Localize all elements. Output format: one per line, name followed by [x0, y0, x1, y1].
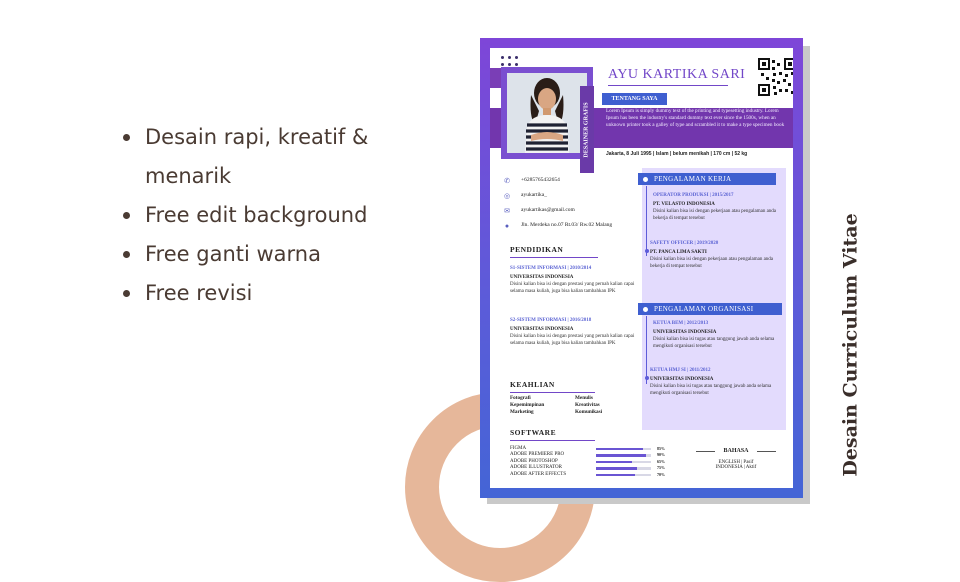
language-title: BAHASA: [688, 448, 784, 454]
software-level-fill: [596, 461, 632, 464]
feature-item: Free ganti warna: [118, 235, 378, 274]
education-title: PENDIDIKAN: [510, 245, 564, 254]
skills-list: [510, 395, 620, 415]
software-level-bar: [596, 454, 651, 457]
software-level-fill: [596, 467, 637, 470]
instagram-icon: ◎: [503, 192, 511, 200]
contact-list: [502, 177, 632, 244]
software-level-bar: [596, 467, 651, 470]
organization-experience-label: PENGALAMAN ORGANISASI: [638, 303, 782, 315]
education-section-header: [510, 245, 630, 258]
software-name: ADOBE ILLUSTRATOR: [510, 465, 562, 471]
cv-template: [480, 38, 803, 498]
software-percent: 65%: [657, 458, 665, 464]
about-text: Lorem Ipsum is simply dummy text of the printing and typesetting industry. Lorem Ipsum has been the industry's standard dummy text ever since the 1500s, when an unknown printer took a galley of type and scrambled it to make a type specimen book: [606, 108, 785, 129]
feature-list: [118, 118, 378, 313]
software-section-header: [510, 428, 590, 441]
software-name: FIGMA: [510, 446, 527, 451]
contact-item: ✉ ayukartikas@gmail.com: [502, 207, 632, 222]
work-item: OPERATOR PRODUKSI | 2015/2017 PT. VELASTO INDONESIA Disini kalian bisa isi dengan pekerjaan atau pengalaman anda bekerja di tempat tersebut: [653, 193, 777, 221]
language-item: ENGLISH | Pasif: [718, 460, 754, 465]
software-name: ADOBE PHOTOSHOP: [510, 458, 558, 464]
work-item: SAFETY OFFICER | 2019/2020 PT. PANCA LIMA SAKTI Disini kalian bisa isi dengan pekerjaan atau pengalaman anda bekerja di tempat tersebut: [650, 241, 774, 269]
mail-icon: ✉: [504, 207, 510, 215]
feature-item: Free edit background: [118, 196, 378, 235]
work-experience-label: PENGALAMAN KERJA: [638, 173, 776, 185]
qr-code-icon: [758, 58, 793, 96]
role-bar: DESAINER GRAFIS: [580, 86, 594, 173]
software-name: ADOBE AFTER EFFECTS: [510, 471, 567, 477]
software-name: ADOBE PREMIERE PRO: [510, 452, 565, 458]
org-item: KETUA BEM | 2012/2013 UNIVERSITAS INDONESIA Disini kalian bisa isi tugas atau tanggung jawab anda selama mengikuti organisasi tersebut: [653, 321, 775, 349]
org-item: KETUA HMJ SI | 2011/2012 UNIVERSITAS INDONESIA Disini kalian bisa isi tugas atau tanggung jawab anda selama mengikuti organisasi tersebut: [650, 368, 772, 396]
education-item: S2-SISTEM INFORMASI | 2016/2018 UNIVERSITAS INDONESIA Disini kalian bisa isi dengan prestasi yang pernah kalian capai selama masa kuliah, juga bisa kalian tambahkan IPK: [510, 318, 635, 346]
skill-item: Komunikasi: [575, 408, 603, 415]
software-percent: 75%: [657, 465, 665, 471]
about-label: TENTANG SAYA: [602, 93, 667, 105]
skills-title: KEAHLIAN: [510, 380, 555, 389]
skill-item: Kreativitas: [575, 401, 600, 408]
software-item: [510, 472, 670, 478]
cv-name: AYU KARTIKA SARI: [608, 67, 746, 82]
contact-item: ◎ ayukartika_: [503, 192, 547, 200]
contact-item: ✆ +6285765432654: [502, 177, 632, 192]
skill-item: Marketing: [510, 408, 534, 415]
skill-item: Menulis: [575, 395, 593, 401]
software-level-fill: [596, 454, 646, 457]
software-level-bar: [596, 448, 651, 451]
education-item: S1-SISTEM INFORMASI | 2010/2014 UNIVERSITAS INDONESIA Disini kalian bisa isi dengan prestasi yang pernah kalian capai selama masa kuliah, juga bisa kalian tambahkan IPK: [510, 266, 635, 294]
feature-item: Free revisi: [118, 274, 378, 313]
software-level-fill: [596, 448, 643, 451]
skills-section-header: [510, 380, 590, 393]
software-level-bar: [596, 461, 651, 464]
skill-item: Kepemimpinan: [510, 401, 545, 408]
language-section: [688, 448, 784, 470]
skill-item: Fotografi: [510, 395, 531, 401]
software-percent: 85%: [657, 446, 665, 451]
software-level-bar: [596, 474, 651, 477]
dots-grid-icon: [501, 54, 521, 68]
vertical-title: Desain Curriculum Vitae: [840, 213, 863, 477]
language-item: INDONESIA | Aktif: [715, 465, 757, 470]
software-percent: 70%: [657, 471, 665, 477]
feature-item: Desain rapi, kreatif & menarik: [118, 118, 378, 196]
cv-paper: [490, 48, 793, 488]
software-level-fill: [596, 474, 635, 477]
personal-meta: Jakarta, 8 Juli 1995 | Islam | belum menikah | 170 cm | 52 kg: [606, 151, 748, 157]
software-list: [510, 446, 670, 478]
software-title: SOFTWARE: [510, 428, 557, 437]
name-underline: [608, 85, 728, 86]
software-percent: 90%: [657, 452, 665, 458]
profile-photo: [507, 73, 587, 153]
location-pin-icon: ●: [504, 222, 510, 230]
whatsapp-icon: ✆: [504, 177, 510, 185]
contact-item: ● Jln. Merdeka no.07 Rt.03/ Rw.02 Malang: [502, 222, 632, 244]
